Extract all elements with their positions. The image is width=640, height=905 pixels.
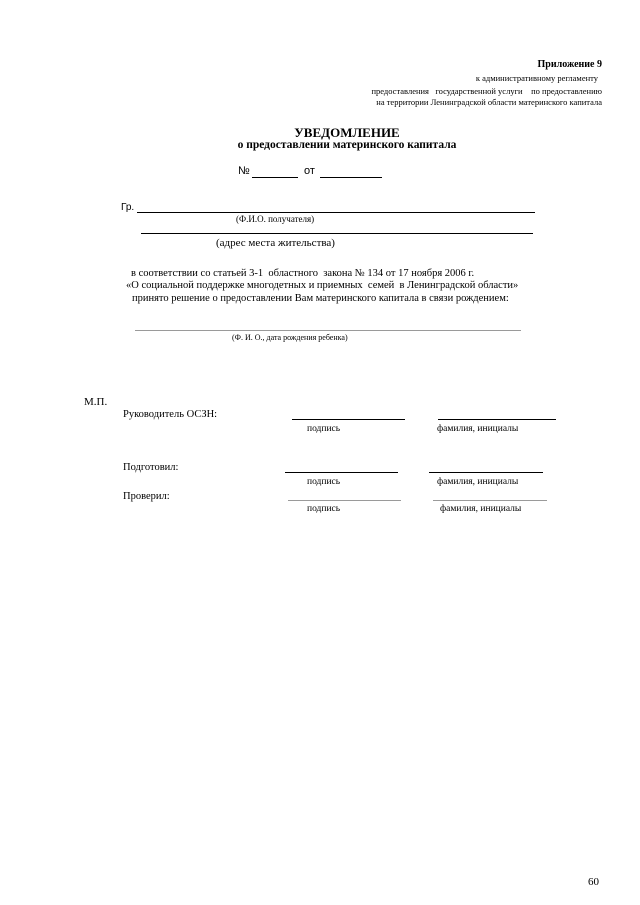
body-line-2: «О социальной поддержке многодетных и приемных семей в Ленинградской области» bbox=[126, 280, 519, 291]
head-name-caption: фамилия, инициалы bbox=[437, 424, 519, 434]
appendix-subtitle-line1: к административному регламенту bbox=[475, 73, 598, 83]
prepared-name-caption: фамилия, инициалы bbox=[437, 477, 519, 487]
child-info-caption: (Ф. И. О., дата рождения ребенка) bbox=[232, 333, 348, 342]
document-subtitle: о предоставлении материнского капитала bbox=[237, 139, 457, 151]
checked-signature-line bbox=[288, 500, 401, 501]
body-line-3: принято решение о предоставлении Вам материнского капитала в связи рождением: bbox=[132, 293, 509, 304]
document-title: УВЕДОМЛЕНИЕ bbox=[294, 125, 400, 140]
stamp-label: М.П. bbox=[84, 396, 108, 408]
prepared-signature-caption: подпись bbox=[307, 477, 341, 487]
appendix-subtitle-line3: на территории Ленинградской области материнского капитала bbox=[376, 97, 602, 107]
head-name-line bbox=[438, 419, 556, 420]
recipient-prefix: Гр. bbox=[121, 202, 135, 213]
appendix-title: Приложение 9 bbox=[537, 59, 602, 70]
checked-label: Проверил: bbox=[123, 491, 170, 502]
recipient-address-caption: (адрес места жительства) bbox=[216, 237, 335, 249]
recipient-name-caption: (Ф.И.О. получателя) bbox=[236, 214, 315, 224]
checked-signature-caption: подпись bbox=[307, 504, 341, 514]
head-signature-line bbox=[292, 419, 405, 420]
head-signature-caption: подпись bbox=[307, 424, 341, 434]
recipient-name-line bbox=[137, 212, 535, 213]
date-field-line bbox=[320, 177, 382, 178]
date-from-label: от bbox=[304, 165, 315, 177]
checked-name-line bbox=[433, 500, 547, 501]
recipient-address-line bbox=[141, 233, 533, 234]
number-field-line bbox=[252, 177, 298, 178]
page-number: 60 bbox=[588, 876, 599, 888]
head-label: Руководитель ОСЗН: bbox=[123, 409, 218, 420]
appendix-subtitle-line2: предоставления государственной услуги по предоставлению bbox=[371, 86, 602, 96]
prepared-signature-line bbox=[285, 472, 398, 473]
prepared-name-line bbox=[429, 472, 543, 473]
number-label: № bbox=[238, 165, 250, 177]
body-line-1: в соответствии со статьей 3-1 областного закона № 134 от 17 ноября 2006 г. bbox=[131, 268, 475, 279]
child-info-line bbox=[135, 330, 521, 331]
checked-name-caption: фамилия, инициалы bbox=[440, 504, 522, 514]
prepared-label: Подготовил: bbox=[123, 462, 179, 473]
